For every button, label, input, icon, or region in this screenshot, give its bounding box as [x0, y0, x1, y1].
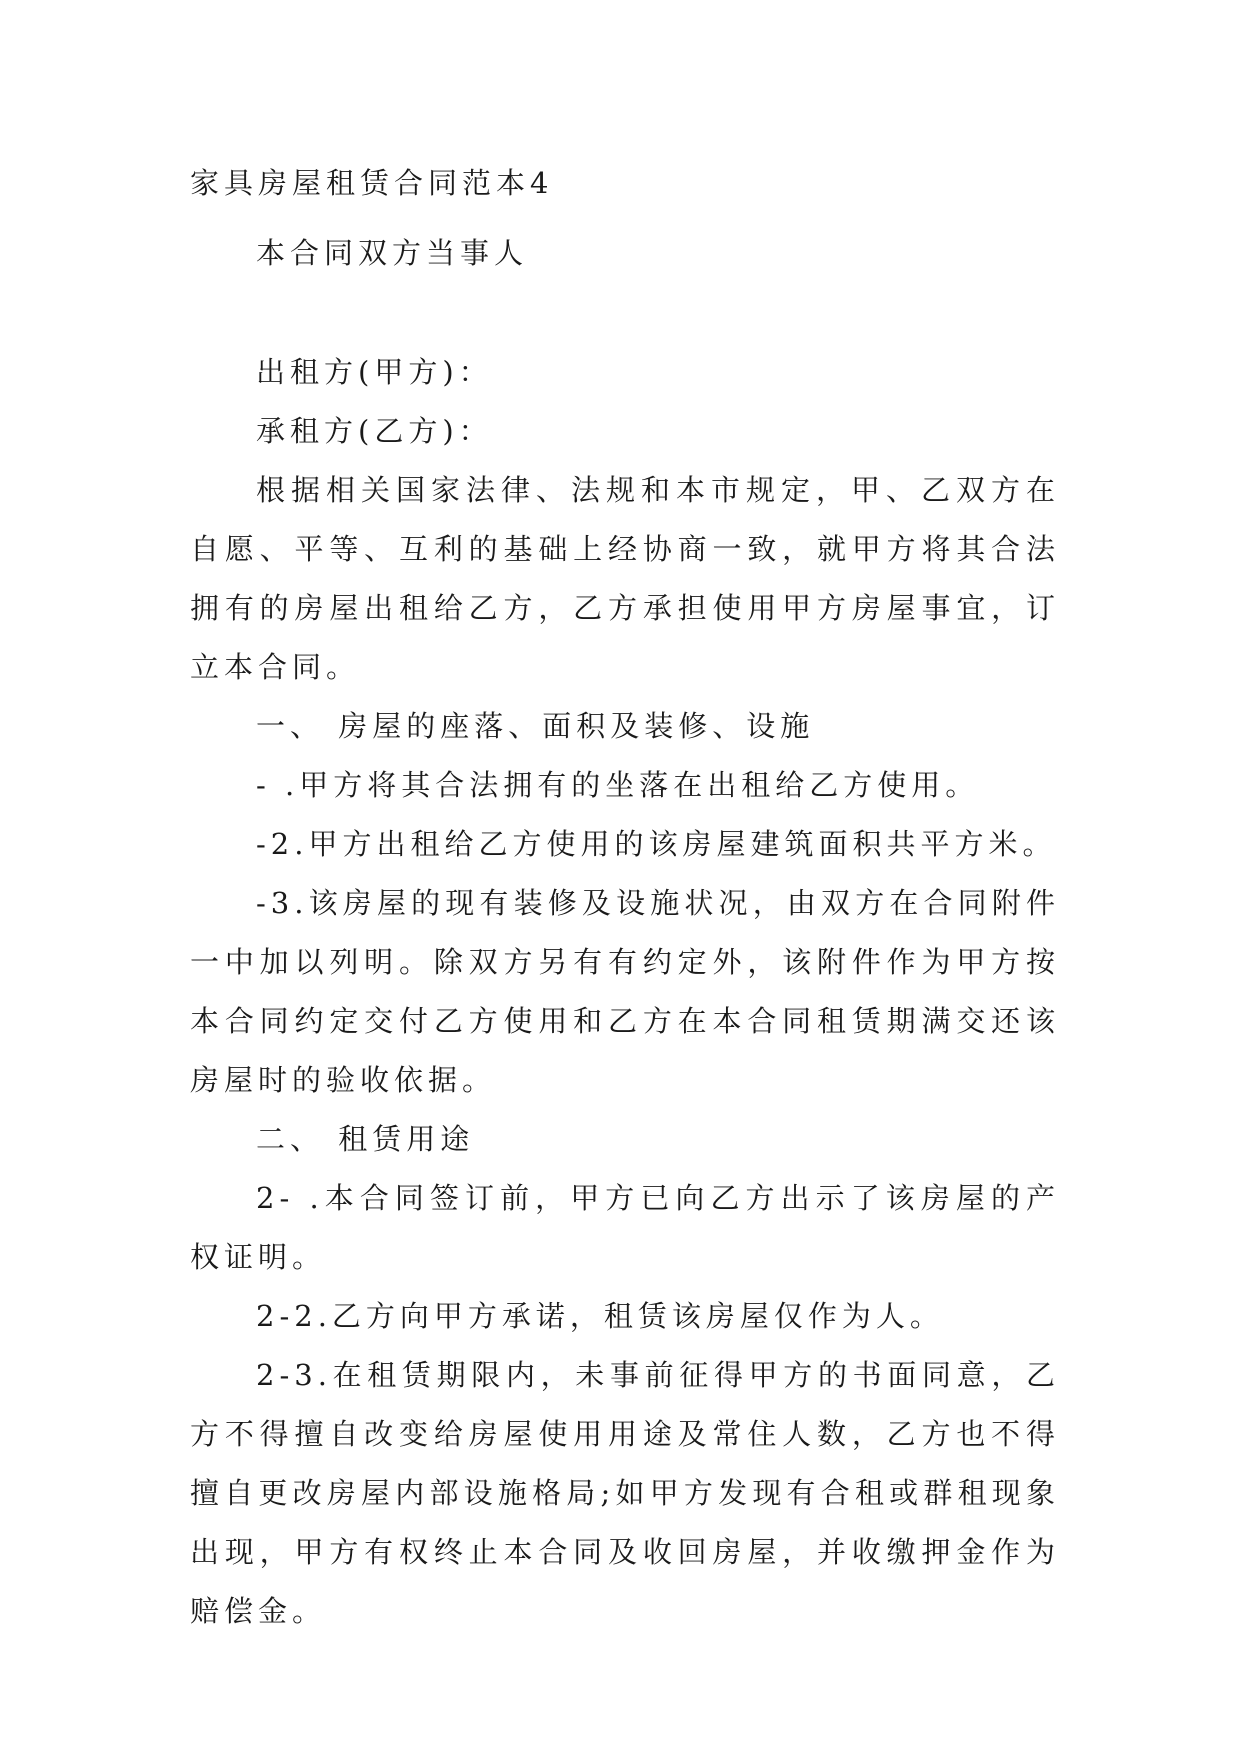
- clause-2-1: 2- .本合同签订前，甲方已向乙方出示了该房屋的产权证明。: [190, 1181, 1060, 1274]
- preamble-paragraph: 根据相关国家法律、法规和本市规定，甲、乙双方在自愿、平等、互利的基础上经协商一致，就甲方将其合法拥有的房屋出租给乙方，乙方承担使用甲方房屋事宜，订立本合同。: [190, 473, 1060, 684]
- clause-1-1: - .甲方将其合法拥有的坐落在出租给乙方使用。: [256, 768, 980, 802]
- clause-2-2: 2-2.乙方向甲方承诺，租赁该房屋仅作为人。: [256, 1299, 944, 1333]
- lessee-line: 承租方(乙方)：: [256, 414, 493, 448]
- document-title: 家具房屋租赁合同范本4: [190, 166, 554, 200]
- clause-1-3: -3.该房屋的现有装修及设施状况，由双方在合同附件一中加以列明。除双方另有有约定外，该附件作为甲方按本合同约定交付乙方使用和乙方在本合同租赁期满交还该房屋时的验收依据。: [190, 886, 1060, 1097]
- section-heading-1: 一、 房屋的座落、面积及装修、设施: [256, 709, 815, 743]
- document-body: [190, 224, 1060, 1641]
- clause-2-3: 2-3.在租赁期限内，未事前征得甲方的书面同意，乙方不得擅自改变给房屋使用用途及常住人数，乙方也不得擅自更改房屋内部设施格局;如甲方发现有合租或群租现象出现，甲方有权终止本合同及收回房屋，并收缴押金作为赔偿金。: [190, 1358, 1060, 1628]
- section-heading-2: 二、 租赁用途: [256, 1122, 475, 1156]
- parties-heading: 本合同双方当事人: [256, 236, 529, 270]
- clause-1-2: -2.甲方出租给乙方使用的该房屋建筑面积共平方米。: [256, 827, 1057, 861]
- lessor-line: 出租方(甲方)：: [256, 355, 493, 389]
